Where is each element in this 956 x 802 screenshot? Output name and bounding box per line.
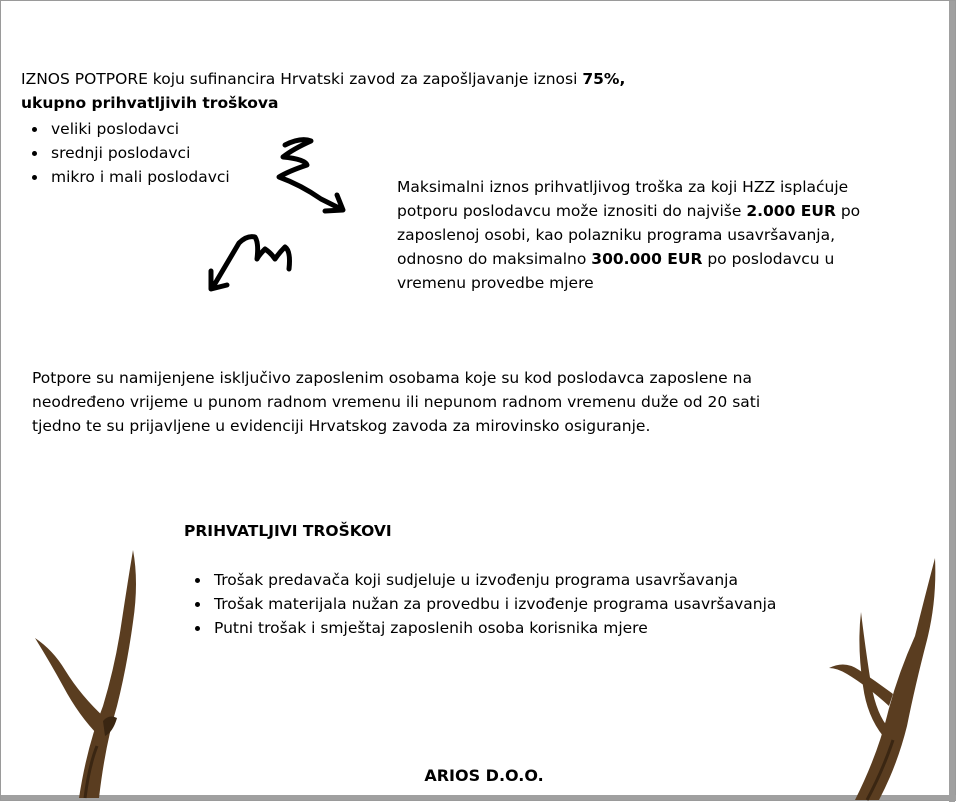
purpose-paragraph: Potpore su namijenjene isključivo zaposlenim osobama koje su kod poslodavca zaposlene na neodređeno vrijeme u punom radnom vremenu ili nepunom radnom vremenu duže od 20 sati tjedno te su prijavljene u evidenciji Hrvatskog zavoda za mirovinsko osiguranje. [32,369,761,435]
max-cost-paragraph [397,175,887,295]
list-item: veliki poslodavci [21,117,321,141]
list-item: Trošak materijala nužan za provedbu i izvođenje programa usavršavanja [184,592,864,616]
max-cost-amount-2: 300.000 EUR [591,250,703,268]
squiggle-arrow-left-icon [203,229,295,295]
max-cost-text-1: Maksimalni iznos prihvatljivog troška za koji HZZ isplaćuje potporu poslodavcu može iznositi do najviše [397,178,849,220]
footer-company-name: ARIOS D.O.O. [424,766,544,785]
list-item: srednji poslodavci [21,141,321,165]
list-item: Putni trošak i smještaj zaposlenih osoba korisnika mjere [184,616,864,640]
intro-text: IZNOS POTPORE koju sufinancira Hrvatski zavod za zapošljavanje iznosi [21,70,583,88]
intro-paragraph [21,67,721,115]
max-cost-text-3: po poslodavcu u vremenu provedbe mjere [397,250,835,292]
list-item: mikro i mali poslodavci [21,165,321,189]
list-item: Trošak predavača koji sudjeluje u izvođenju programa usavršavanja [184,568,864,592]
page-edge-shadow-bottom [1,795,956,800]
branch-left-icon [29,546,139,798]
eligible-costs-title: PRIHVATLJIVI TROŠKOVI [184,522,392,540]
page-edge-shadow-right [949,1,955,802]
eligible-costs-list [184,568,864,640]
intro-line2: ukupno prihvatljivih troškova [21,94,279,112]
max-cost-amount-1: 2.000 EUR [746,202,836,220]
intro-percent: 75%, [582,70,626,88]
max-cost-text-2: po zaposlenoj osobi, kao polazniku programa usavršavanja, odnosno do maksimalno [397,202,861,268]
squiggle-arrow-right-icon [271,133,351,218]
